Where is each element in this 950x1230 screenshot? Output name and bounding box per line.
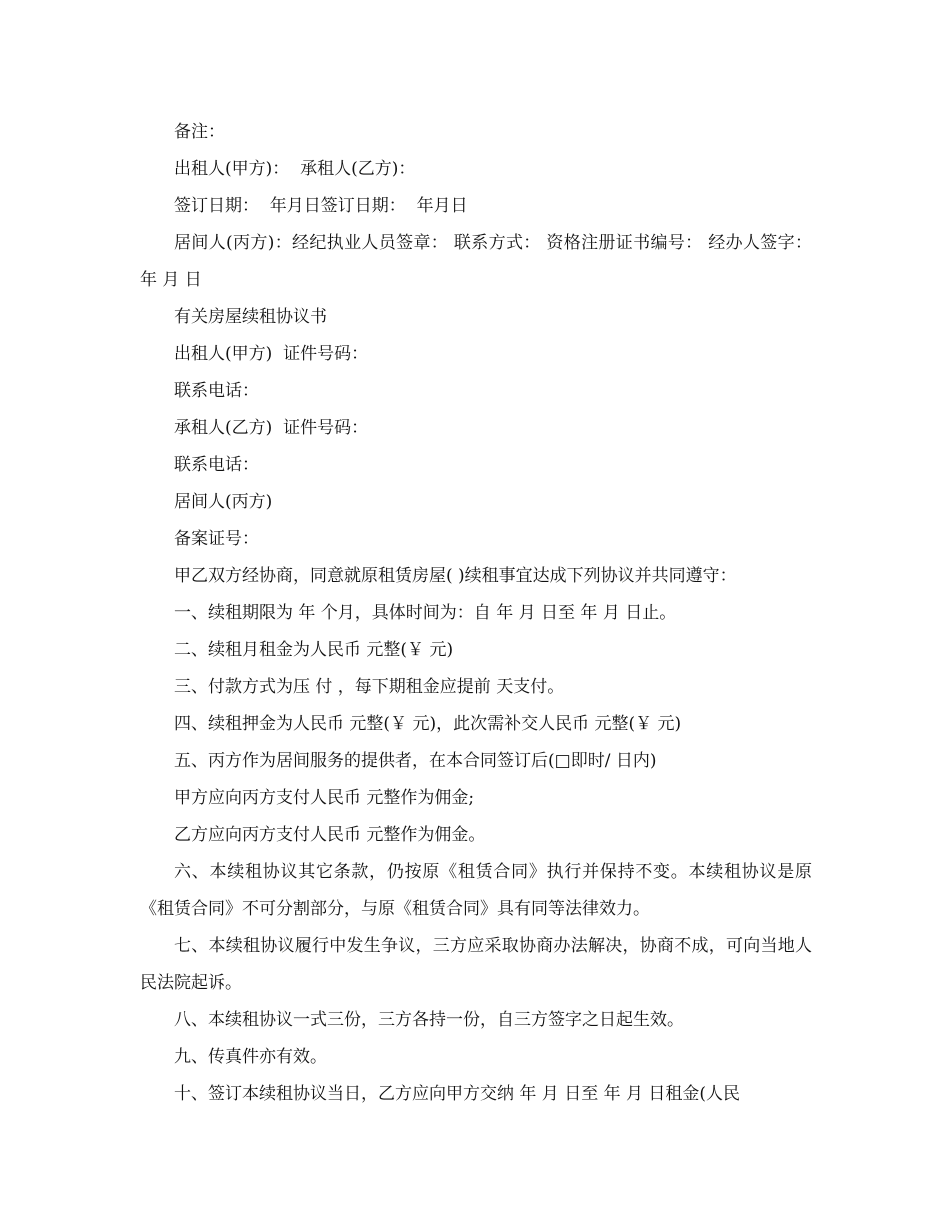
agreement-title: 有关房屋续租协议书 xyxy=(174,307,327,327)
intermediary-line: 居间人(丙方) xyxy=(174,492,273,512)
lessor-phone-line: 联系电话： xyxy=(174,381,259,401)
lessor-id-line: 出租人(甲方) 证件号码： xyxy=(174,344,369,364)
clause-4: 四、续租押金为人民币 元整(￥ 元)，此次需补交人民币 元整(￥ 元) xyxy=(174,714,682,734)
document-body xyxy=(140,114,812,1113)
clause-1: 一、续租期限为 年 个月，具体时间为：自 年 月 日至 年 月 日止。 xyxy=(174,603,677,623)
signing-date-line: 签订日期： 年月日签订日期： 年月日 xyxy=(174,196,468,216)
clause-3: 三、付款方式为压 付 ，每下期租金应提前 天支付。 xyxy=(174,677,565,697)
clause-7: 七、本续租协议履行中发生争议，三方应采取协商办法解决，协商不成，可向当地人民法院起诉。 xyxy=(140,936,812,993)
clause-5: 五、丙方作为居间服务的提供者，在本合同签订后(□即时/ 日内) xyxy=(174,751,657,771)
clause-5-party-a: 甲方应向丙方支付人民币 元整作为佣金; xyxy=(174,788,475,808)
clause-5-party-b: 乙方应向丙方支付人民币 元整作为佣金。 xyxy=(174,825,486,845)
intermediary-signature-line: 居间人(丙方)：经纪执业人员签章： 联系方式： 资格注册证书编号： 经办人签字： 年 月 日 xyxy=(140,233,812,290)
filing-number-line: 备案证号： xyxy=(174,529,259,549)
clause-9: 九、传真件亦有效。 xyxy=(174,1047,327,1067)
clause-6: 六、本续租协议其它条款，仍按原《租赁合同》执行并保持不变。本续租协议是原《租赁合同》不可分割部分，与原《租赁合同》具有同等法律效力。 xyxy=(140,862,812,919)
remarks-label: 备注： xyxy=(174,122,225,142)
agreement-preamble: 甲乙双方经协商，同意就原租赁房屋( )续租事宜达成下列协议并共同遵守： xyxy=(174,566,737,586)
lessor-lessee-signature-line: 出租人(甲方)： 承租人(乙方)： xyxy=(174,159,416,179)
lessee-phone-line: 联系电话： xyxy=(174,455,259,475)
lessee-id-line: 承租人(乙方) 证件号码： xyxy=(174,418,369,438)
clause-2: 二、续租月租金为人民币 元整(￥ 元) xyxy=(174,640,454,660)
clause-8: 八、本续租协议一式三份，三方各持一份，自三方签字之日起生效。 xyxy=(174,1010,684,1030)
clause-10: 十、签订本续租协议当日，乙方应向甲方交纳 年 月 日至 年 月 日租金(人民 xyxy=(174,1084,741,1104)
